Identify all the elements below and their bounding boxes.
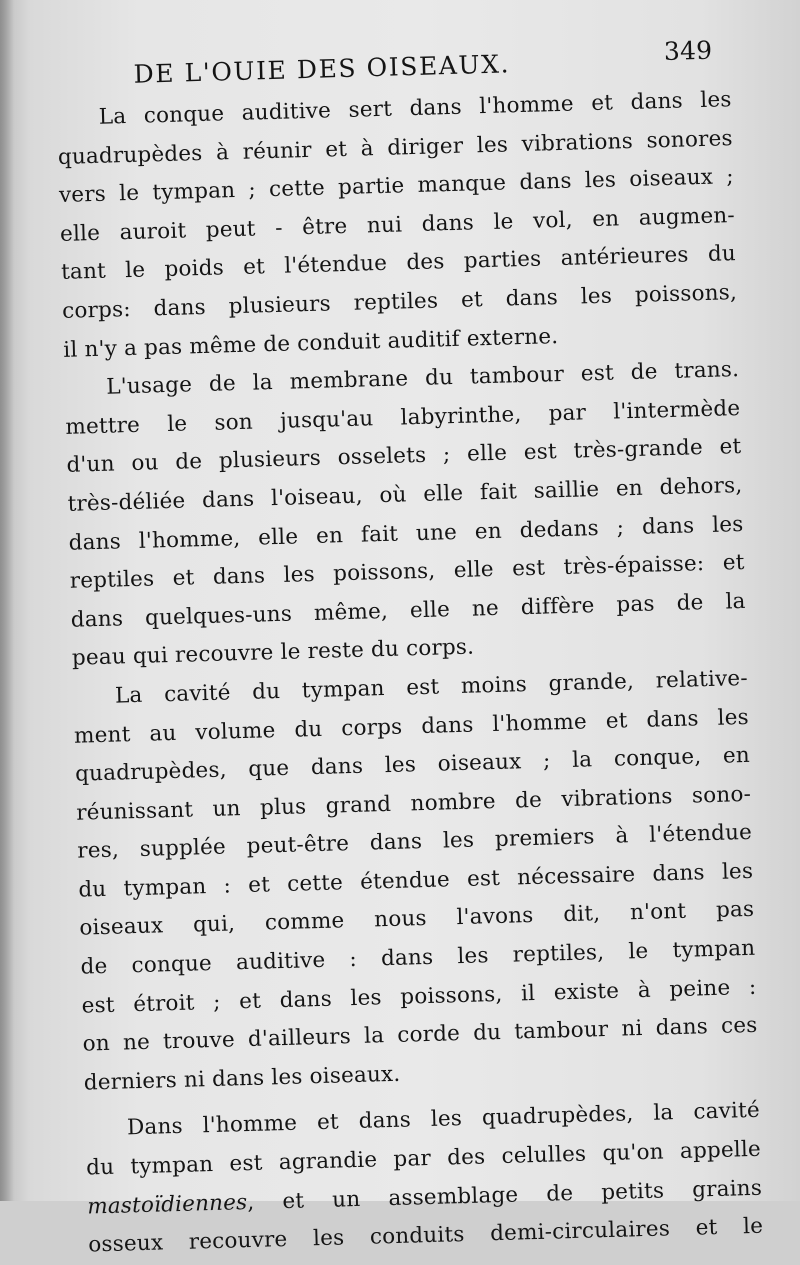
text-line: peau qui recouvre le reste du corps.	[71, 634, 475, 672]
text-line: du tympan est agrandie par des celulles qu'on appelle	[85, 1136, 762, 1181]
text-line: du tympan : et cette étendue est nécessaire dans les	[78, 858, 754, 903]
italic-term: mastoïdiennes	[86, 1189, 248, 1220]
text-line: vers le tympan ; cette partie manque dans les oiseaux ;	[58, 164, 735, 209]
text-line: corps: dans plusieurs reptiles et dans les poissons,	[61, 280, 738, 324]
text-line: dans l'homme, elle en fait une en dedans ; dans les	[68, 511, 744, 556]
text-line: on ne trouve d'ailleurs la corde du tambour ni dans ces	[82, 1013, 758, 1057]
paragraph-2	[64, 351, 747, 678]
text-line: reptiles et dans les poissons, elle est très-épaisse: et	[69, 550, 745, 594]
page-text-block	[55, 33, 764, 1265]
text-line: quadrupèdes à réunir et à diriger les vibrations sonores	[57, 125, 734, 170]
running-title: DE L'OUIE DES OISEAUX.	[133, 49, 511, 89]
text-line: il n'y a pas même de conduit auditif externe.	[62, 323, 559, 363]
text-line: derniers ni dans les oiseaux.	[83, 1061, 401, 1096]
text-line: oiseaux qui, comme nous l'avons dit, n'ont pas	[79, 897, 755, 942]
text-line: Dans l'homme et dans les quadrupèdes, la cavité	[126, 1098, 761, 1141]
text-line: ment au volume du corps dans l'homme et dans les	[73, 704, 750, 749]
text-line: osseux recouvre les conduits demi-circulaires et le	[87, 1213, 764, 1258]
text-line: res, supplée peut-être dans les premiers à l'étendue	[76, 820, 753, 864]
text-line: d'un ou de plusieurs osselets ; elle est très-grande et	[66, 434, 742, 479]
text-line: est étroit ; et dans les poissons, il existe à peine :	[81, 974, 757, 1019]
paragraph-1	[56, 81, 738, 370]
text-line: L'usage de la membrane du tambour est de trans.	[106, 357, 740, 400]
text-line: mettre le son jusqu'au labyrinthe, par l'intermède	[65, 395, 741, 440]
paragraph-3	[73, 660, 760, 1103]
text-line: La conque auditive sert dans l'homme et dans les	[98, 87, 732, 130]
binding-shadow	[0, 0, 14, 1201]
text-line: très-déliée dans l'oiseau, où elle fait saillie en dehors,	[67, 472, 743, 517]
text-line: de conque auditive : dans les reptiles, le tympan	[80, 935, 756, 980]
text-line: dans quelques-uns même, elle ne diffère pas de la	[70, 588, 746, 633]
text-line: réunissant un plus grand nombre de vibrations sono-	[75, 781, 752, 826]
text-line: La cavité du tympan est moins grande, relative-	[114, 665, 749, 709]
paragraph-4	[85, 1092, 764, 1265]
text-line: quadrupèdes, que dans les oiseaux ; la conque, en	[74, 742, 751, 787]
text-line: elle auroit peut - être nui dans le vol, en augmen-	[59, 202, 736, 247]
page-number: 349	[663, 35, 713, 66]
text-line-rest: , et un assemblage de petits grains	[246, 1175, 763, 1215]
text-line: tant le poids et l'étendue des parties antérieures du	[60, 241, 737, 286]
